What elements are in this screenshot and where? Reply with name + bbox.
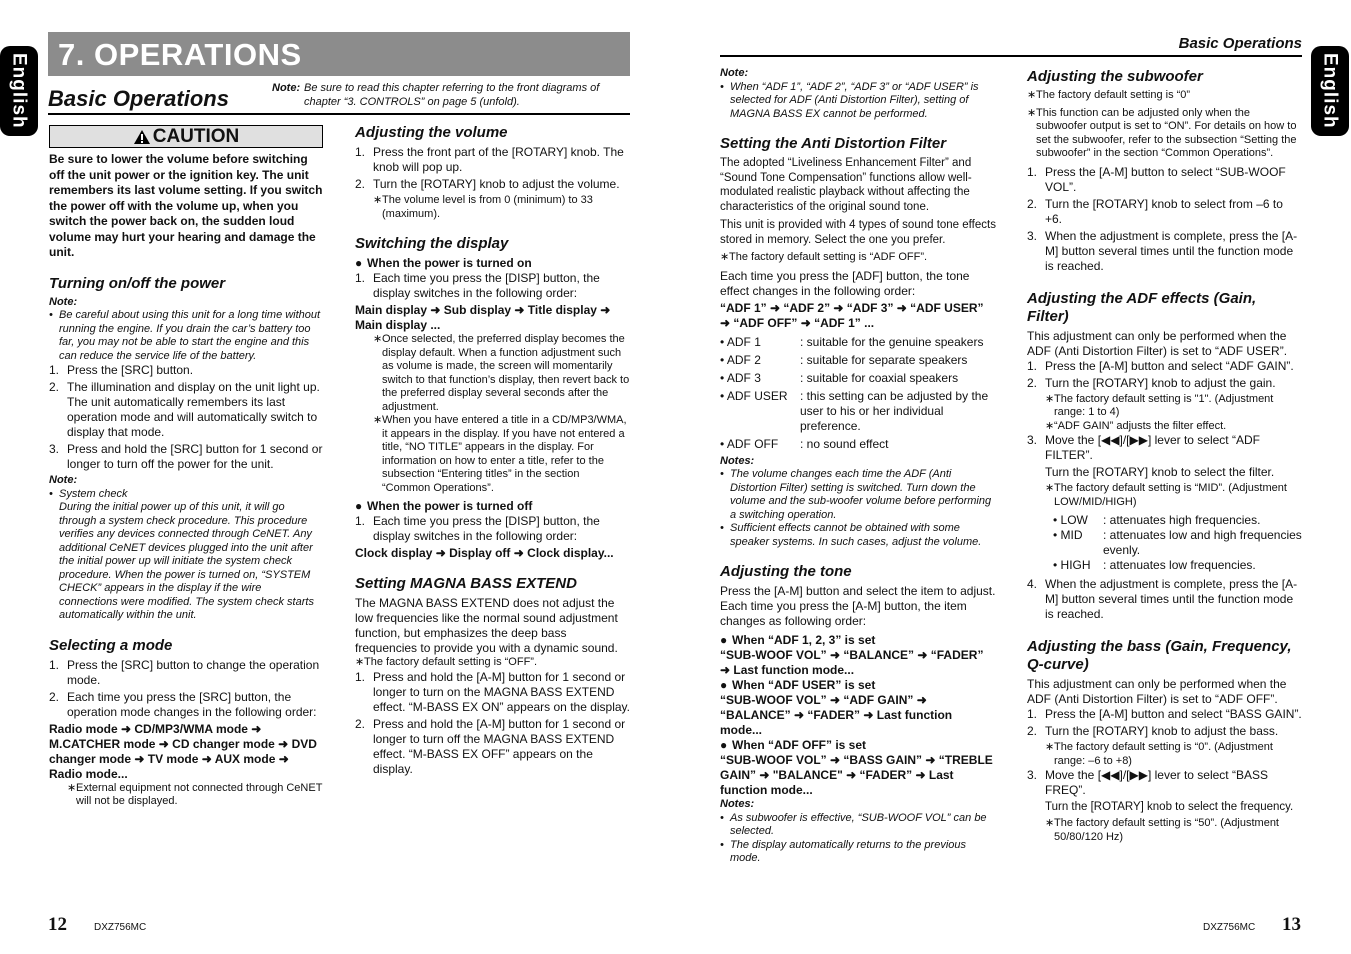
subwoofer-heading: Adjusting the subwoofer: [1027, 68, 1203, 85]
list-item: • ADF USER : this setting can be adjusted by the user to his or her individual preference.: [720, 388, 989, 433]
chapter-title: 7. OPERATIONS: [58, 37, 302, 72]
list-item: • ADF 1 : suitable for the genuine speakers: [720, 334, 984, 349]
header-rule-left: [48, 113, 630, 115]
adf-effects-note-1: ∗ The factory default setting is "1". (Adjustment range: 1 to 4): [1045, 392, 1274, 418]
power-on-label: ● When the power is turned on: [355, 256, 532, 270]
list-item: 3. Move the [◀◀]/[▶▶] lever to select “ADF FILTER”.: [1027, 433, 1260, 462]
adf-effects-note-3: ∗ The factory default setting is “MID”. (Adjustment LOW/MID/HIGH): [1045, 482, 1287, 508]
list-item: 1. Press and hold the [A-M] button for 1 second or longer to turn on the MAGNA BASS EXTEND effect. “M-BASS EX ON” appears on the display.: [355, 669, 631, 714]
tone-text: Press the [A-M] button and select the item to adjust. Each time you press the [A-M] button, the item changes as following order:: [720, 584, 996, 628]
power-off-label: ● When the power is turned off: [355, 499, 533, 513]
list-item: 2. The illumination and display on the unit light up. The unit automatically remembers its last operation mode and will automatically switch to display that mode.: [49, 380, 320, 439]
header-rule-right: [720, 55, 1302, 57]
display-off-sequence: Clock display ➜ Display off ➜ Clock display...: [355, 546, 614, 560]
list-item: • LOW : attenuates high frequencies.: [1053, 513, 1261, 527]
note-label: Note:: [720, 67, 749, 79]
adf-heading: Setting the Anti Distortion Filter: [720, 135, 947, 152]
column-3: [720, 67, 996, 866]
system-check-note: • System check During the initial power up of this unit, it will go through a system check procedure. This procedure verifies any devices connected through CeNET. Any additional CeNET devices plugged into the unit after the initial power up will initiate the system check procedure. When the power is turned on, “SYSTEM CHECK” appears in the display if the wire connections were modified. The system check starts automatically within the unit.: [49, 487, 314, 621]
tone-sequence-2: “SUB-WOOF VOL” ➜ “ADF GAIN” ➜ “BALANCE” ➜ “FADER” ➜ Last function mode...: [720, 693, 953, 737]
list-item: 3. Move the [◀◀]/[▶▶] lever to select “BASS FREQ”.: [1027, 768, 1268, 797]
bass-text: This adjustment can only be performed when the ADF (Anti Distortion Filter) is set to “ADF OFF”.: [1027, 677, 1287, 706]
caution-text: Be sure to lower the volume before switching off the unit power or the ignition key. The unit remembers its last volume setting. If you switch the power off with the volume up, when you switch the power back on, the sudden loud volume may hurt your hearing and damage the unit.: [49, 152, 323, 259]
list-item: 2. Turn the [ROTARY] knob to select from –6 to +6.: [1027, 196, 1283, 226]
list-item: 2. Turn the [ROTARY] knob to adjust the volume.: [355, 177, 620, 191]
adf-effects-step3b: Turn the [ROTARY] knob to select the filter.: [1045, 465, 1275, 479]
column-2: [355, 124, 630, 779]
tone-note-1: • As subwoofer is effective, “SUB-WOOF VOL” can be selected.: [720, 811, 987, 837]
volume-note: ∗ The volume level is from 0 (minimum) to 33 (maximum).: [373, 194, 593, 220]
volume-heading: Adjusting the volume: [355, 124, 508, 141]
adf-text-2: This unit is provided with 4 types of sound tone effects stored in memory. Select the one you prefer.: [720, 219, 996, 246]
adf-note-1: • The volume changes each time the ADF (Anti Distortion Filter) setting is switched. Turn down the volume and the sub-woofer volume before performing a switching operation.: [720, 468, 992, 521]
list-item: 1. Press the [A-M] button and select “ADF GAIN”.: [1027, 358, 1294, 373]
list-item: • ADF 2 : suitable for separate speakers: [720, 352, 968, 367]
caution-box: [49, 125, 323, 148]
right-page-header: Basic Operations: [1178, 35, 1302, 52]
list-item: 4. When the adjustment is complete, press the [A-M] button several times until the function mode is reached.: [1027, 577, 1298, 621]
adf-off-label: ● When “ADF OFF” is set: [720, 738, 867, 752]
magna-default: ∗ The factory default setting is “OFF”.: [355, 656, 538, 668]
list-item: 1. Press the [SRC] button to change the operation mode.: [49, 657, 320, 687]
tone-heading: Adjusting the tone: [720, 563, 852, 580]
right-page-number: 13: [1282, 914, 1301, 935]
adf-text-1: The adopted “Liveliness Enhancement Filter” and “Sound Tone Compensation” functions allow well-modulated realistic playback without affecting the characteristics of the original sound tone.: [720, 157, 972, 213]
mode-heading: Selecting a mode: [49, 636, 173, 654]
chapter-banner: [48, 32, 630, 76]
list-item: • ADF OFF : no sound effect: [720, 436, 889, 451]
subwoofer-note: ∗ This function can be adjusted only when the subwoofer output is set to “ON”. For details on how to set the subwoofer, refer to the subsection “Setting the subwoofer” in the section “Common Operations”.: [1027, 106, 1297, 159]
notes-label: Notes:: [720, 454, 755, 467]
bass-note-1: ∗ The factory default setting is “0”. (Adjustment range: –6 to +8): [1045, 741, 1273, 767]
header-note: Note: Be sure to read this chapter referring to the front diagrams of chapter “3. CONTROLS” on page 5 (unfold).: [272, 82, 600, 108]
adf-123-label: ● When “ADF 1, 2, 3” is set: [720, 633, 876, 647]
adf-sequence: “ADF 1” ➜ “ADF 2” ➜ “ADF 3” ➜ “ADF USER” ➜ “ADF OFF” ➜ “ADF 1” ...: [720, 300, 984, 330]
display-on-sequence: Main display ➜ Sub display ➜ Title display ➜ Main display ...: [355, 303, 611, 332]
note-label: Note:: [49, 474, 78, 486]
subwoofer-default: ∗ The factory default setting is “0”: [1027, 89, 1191, 101]
display-note-2: ∗ When you have entered a title in a CD/MP3/WMA, it appears in the display. If you have not entered a title, “NO TITLE” appears in the display. For information on how to enter a title, refer to the subsection “Entering titles” in the section “Common Operations”.: [373, 414, 627, 494]
bass-note-2: ∗ The factory default setting is “50”. (Adjustment 50/80/120 Hz): [1045, 817, 1279, 843]
list-item: • ADF 3 : suitable for coaxial speakers: [720, 370, 959, 385]
notes-label: Notes:: [720, 798, 755, 810]
adf-effects-text: This adjustment can only be performed when the ADF (Anti Distortion Filter) is set to “ADF USER”.: [1027, 328, 1288, 358]
section-title: Basic Operations: [48, 86, 229, 111]
adf-user-label: ● When “ADF USER” is set: [720, 678, 876, 692]
adf-effects-heading: Adjusting the ADF effects (Gain, Filter): [1027, 289, 1257, 325]
list-item: 3. When the adjustment is complete, press the [A-M] button several times until the function mode is reached.: [1027, 228, 1298, 273]
list-item: 2. Turn the [ROTARY] knob to adjust the bass.: [1027, 724, 1279, 738]
power-note: • Be careful about using this unit for a long time without running the engine. If you drain the car’s battery too far, you may not be able to start the engine and this can reduce the service life of the battery.: [49, 309, 321, 362]
language-tab-left: English: [0, 46, 38, 136]
tone-sequence-3: “SUB-WOOF VOL” ➜ “BASS GAIN” ➜ “TREBLE GAIN” ➜ "BALANCE" ➜ “FADER” ➜ Last function mode...: [720, 753, 993, 797]
note-label: Note:: [49, 295, 78, 308]
list-item: 3. Press and hold the [SRC] button for 1 second or longer to turn off the power for the unit.: [49, 442, 323, 471]
display-heading: Switching the display: [355, 235, 509, 252]
caution-title: CAUTION: [152, 126, 240, 147]
list-item: 1. Press the [A-M] button and select “BASS GAIN”.: [1027, 707, 1302, 721]
list-item: 1. Press the front part of the [ROTARY] knob. The knob will pop up.: [355, 145, 624, 174]
magna-text: The MAGNA BASS EXTEND does not adjust the low frequencies like the normal sound adjustment function, but emphasizes the deep bass frequencies to provide you with a dynamic sound.: [355, 596, 618, 655]
adf-default: ∗ The factory default setting is “ADF OFF”.: [720, 251, 928, 263]
display-note-1: ∗ Once selected, the preferred display becomes the display default. When a function adjustment such as volume is made, the screen will momentarily switch to that function’s display, then revert back to the preferred display several seconds after the adjustment.: [373, 333, 630, 413]
list-item: • MID : attenuates low and high frequencies evenly.: [1053, 528, 1302, 557]
magna-heading: Setting MAGNA BASS EXTEND: [355, 575, 577, 592]
column-1: [49, 125, 323, 809]
language-tab-right: English: [1311, 46, 1349, 136]
bass-step3b: Turn the [ROTARY] knob to select the frequency.: [1045, 801, 1294, 813]
adf-effects-note-2: ∗ “ADF GAIN” adjusts the filter effect.: [1045, 419, 1227, 432]
adf-magna-note: • When “ADF 1”, “ADF 2”, “ADF 3” or “ADF USER” is selected for ADF (Anti Distortion Filter), setting of MAGNA BASS EX cannot be performed.: [720, 80, 979, 120]
mode-sequence: Radio mode ➜ CD/MP3/WMA mode ➜ M.CATCHER mode ➜ CD changer mode ➜ DVD changer mode ➜ TV mode ➜ AUX mode ➜ Radio mode...: [49, 721, 317, 781]
adf-note-2: • Sufficient effects cannot be obtained with some speaker systems. In such cases, adjust the volume.: [720, 522, 982, 548]
tone-sequence-1: “SUB-WOOF VOL” ➜ “BALANCE” ➜ “FADER” ➜ Last function mode...: [720, 648, 984, 677]
list-item: 2. Turn the [ROTARY] knob to adjust the gain.: [1027, 375, 1276, 390]
list-item: • HIGH : attenuates low frequencies.: [1053, 558, 1256, 572]
right-model: DXZ756MC: [1203, 922, 1256, 933]
mode-note: ∗ External equipment not connected through CeNET will not be displayed.: [67, 781, 323, 807]
tone-note-2: • The display automatically returns to the previous mode.: [720, 838, 967, 864]
adf-text-3: Each time you press the [ADF] button, the tone effect changes in the following order:: [720, 268, 970, 298]
left-model: DXZ756MC: [94, 922, 147, 933]
power-heading: Turning on/off the power: [49, 274, 226, 292]
list-item: 1. Press the [A-M] button to select “SUB-WOOF VOL”.: [1027, 164, 1286, 194]
warning-icon: [133, 129, 151, 145]
list-item: 1. Press the [SRC] button.: [49, 363, 194, 377]
list-item: 1. Each time you press the [DISP] button, the display switches in the following order:: [355, 271, 600, 300]
list-item: 2. Press and hold the [A-M] button for 1 second or longer to turn off the MAGNA BASS EXTEND effect. “M-BASS EX OFF” appears on the display.: [355, 716, 626, 776]
list-item: 1. Each time you press the [DISP] button, the display switches in the following order:: [355, 514, 600, 543]
bass-heading: Adjusting the bass (Gain, Frequency, Q-curve): [1027, 638, 1292, 673]
column-4: [1027, 68, 1302, 844]
list-item: 2. Each time you press the [SRC] button, the operation mode changes in the following order:: [49, 689, 317, 719]
left-page-number: 12: [48, 914, 67, 935]
